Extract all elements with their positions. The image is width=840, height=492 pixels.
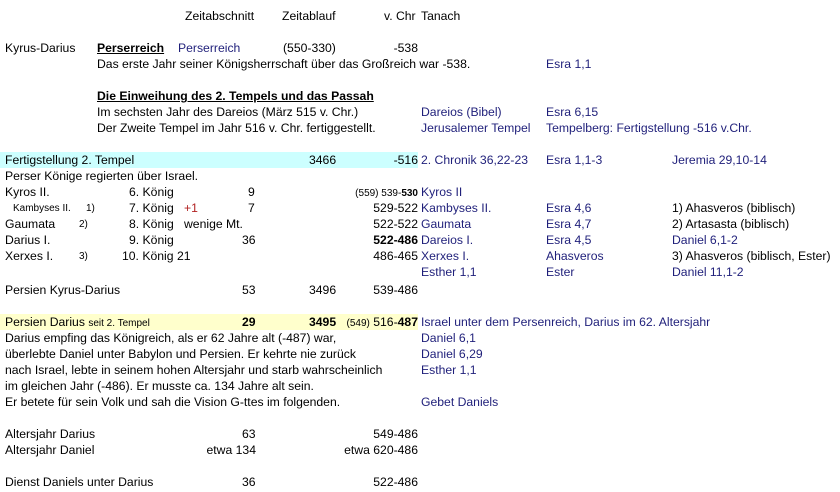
persien-darius-label-main: Persien Darius — [5, 315, 85, 329]
king-name: Kyros II. — [5, 185, 50, 199]
esra-1-1-link[interactable]: Esra 1,1 — [546, 57, 592, 71]
kambyses-link[interactable]: Kambyses II. — [421, 201, 492, 215]
xerxes-link[interactable]: Xerxes I. — [421, 249, 470, 263]
daniel-ref-link[interactable]: Daniel 6,1 — [421, 331, 476, 345]
einweihung-title: Die Einweihung des 2. Tempels und das Passah — [97, 89, 374, 103]
tempelberg-link[interactable]: Tempelberg: Fertigstellung -516 v.Chr. — [546, 121, 752, 135]
esra-1-1-3-link[interactable]: Esra 1,1-3 — [546, 153, 603, 167]
esra-6-15-link[interactable]: Esra 6,15 — [546, 105, 599, 119]
king-range: 522-486 — [373, 233, 418, 247]
king-years: 7 — [248, 201, 255, 215]
king-note: 2) Artasasta (biblisch) — [672, 217, 790, 231]
perserreich-year: -538 — [393, 41, 418, 55]
einweihung-line2: Der Zweite Tempel im Jahr 516 v. Chr. fertiggestellt. — [97, 121, 376, 135]
fertigstellung-year: -516 — [393, 153, 418, 167]
king-years: 9 — [248, 185, 255, 199]
daniel-11-link[interactable]: Daniel 11,1-2 — [672, 265, 744, 279]
dienst-label: Dienst Daniels unter Darius — [5, 475, 154, 489]
daniel-ref-link[interactable]: Daniel 6,29 — [421, 347, 483, 361]
king-name: Xerxes I. — [5, 249, 54, 263]
fertigstellung-label: Fertigstellung 2. Tempel — [5, 153, 135, 167]
king-order: 7. König — [129, 201, 174, 215]
king-order: 9. König — [129, 233, 174, 247]
king-order: 6. König — [129, 185, 174, 199]
alter-years-value: 134 — [235, 443, 256, 457]
persien-darius-label-small: seit 2. Tempel — [88, 318, 150, 329]
perser-intro: Perser Könige regierten über Israel. — [5, 169, 199, 183]
alter-pre: etwa — [206, 443, 233, 457]
header-tanach: Tanach — [421, 9, 461, 23]
king-years: 21 — [177, 249, 191, 263]
king-footnote: 1) — [86, 203, 95, 214]
king-range: 529-522 — [373, 201, 418, 215]
dareios-bibel-link[interactable]: Dareios (Bibel) — [421, 105, 502, 119]
daniel-ref-link[interactable]: Esther 1,1 — [421, 363, 477, 377]
perserreich-range: (550-330) — [283, 41, 336, 55]
esra-4-7-link[interactable]: Esra 4,7 — [546, 217, 592, 231]
king-note: 3) Ahasveros (biblisch, Ester) — [672, 249, 831, 263]
alter-range: 549-486 — [373, 427, 418, 441]
persien-darius-pre: (549) — [346, 318, 370, 329]
alter-years: 63 — [242, 427, 256, 441]
persien-darius-range-b: 487 — [397, 315, 418, 329]
king-footnote: 3) — [79, 251, 88, 262]
persien-kd-range: 539-486 — [373, 283, 418, 297]
king-name: Darius I. — [5, 233, 51, 247]
alter-range — [318, 442, 418, 458]
header-zeitabschnitt: Zeitabschnitt — [185, 9, 255, 23]
king-note: 1) Ahasveros (biblisch) — [672, 201, 796, 215]
esra-4-6-link[interactable]: Esra 4,6 — [546, 201, 592, 215]
persien-kd-num: 3496 — [309, 283, 337, 297]
kyrus-darius-label: Kyrus-Darius — [5, 41, 76, 55]
persien-darius-num: 3495 — [309, 315, 337, 329]
perserreich-title: Perserreich — [97, 41, 165, 55]
perserreich-link[interactable]: Perserreich — [178, 41, 241, 55]
alter-years — [190, 442, 256, 458]
king-name: Gaumata — [5, 217, 56, 231]
perserreich-note: Das erste Jahr seiner Königsherrschaft über das Großreich war -538. — [97, 57, 471, 71]
alter-label: Altersjahr Darius — [5, 427, 96, 441]
king-plus: +1 — [184, 201, 198, 215]
daniel-text-line: überlebte Daniel unter Babylon und Persien. Er kehrte nie zurück — [5, 347, 356, 361]
einweihung-line1: Im sechsten Jahr des Dareios (März 515 v. Chr.) — [97, 105, 359, 119]
kyros-link[interactable]: Kyros II — [421, 185, 463, 199]
daniel-text-line: Darius empfing das Königreich, als er 62 Jahre alt (-487) war, — [5, 331, 337, 345]
daniel-text-line: nach Israel, lebte in seinem hohen Altersjahr und starb wahrscheinlich — [5, 363, 383, 377]
alter-range-value: 620-486 — [373, 443, 418, 457]
king-range: 522-522 — [373, 217, 418, 231]
dienst-years: 36 — [242, 475, 256, 489]
daniel-6-1-2-link[interactable]: Daniel 6,1-2 — [672, 233, 738, 247]
daniel-text-line: Er betete für sein Volk und sah die Vision G-ttes im folgenden. — [5, 395, 341, 409]
persien-darius-note[interactable]: Israel unter dem Persenreich, Darius im 62. Altersjahr — [421, 315, 711, 329]
dienst-range: 522-486 — [373, 475, 418, 489]
esra-4-5-link[interactable]: Esra 4,5 — [546, 233, 592, 247]
gaumata-link[interactable]: Gaumata — [421, 217, 472, 231]
king-years: 36 — [242, 233, 256, 247]
king-footnote: 2) — [79, 219, 88, 230]
dareios-link[interactable]: Dareios I. — [421, 233, 474, 247]
king-range: 486-465 — [373, 249, 418, 263]
chronik-link[interactable]: 2. Chronik 36,22-23 — [421, 153, 529, 167]
jerusalemer-tempel-link[interactable]: Jerusalemer Tempel — [421, 121, 531, 135]
ahasveros-link[interactable]: Ahasveros — [546, 249, 604, 263]
king-order: 8. König — [129, 217, 174, 231]
persien-kd-label: Persien Kyrus-Darius — [5, 283, 121, 297]
king-order: 10. König — [122, 249, 174, 263]
fertigstellung-num: 3466 — [309, 153, 337, 167]
daniel-text-line: im gleichen Jahr (-486). Er musste ca. 134 Jahre alt sein. — [5, 379, 314, 393]
persien-darius-range-a: 516- — [373, 315, 398, 329]
alter-label: Altersjahr Daniel — [5, 443, 95, 457]
alter-pre2: etwa — [344, 443, 370, 457]
gebet-daniels-link[interactable]: Gebet Daniels — [421, 395, 499, 409]
header-vchr: v. Chr — [384, 9, 416, 23]
esther-link[interactable]: Esther 1,1 — [421, 265, 477, 279]
king-years: wenige Mt. — [184, 217, 243, 231]
jeremia-link[interactable]: Jeremia 29,10-14 — [672, 153, 767, 167]
header-zeitablauf: Zeitablauf — [282, 9, 336, 23]
king-name: Kambyses II. — [13, 203, 71, 214]
persien-darius-years: 29 — [242, 315, 256, 329]
persien-kd-years: 53 — [242, 283, 256, 297]
king-range-pre: (559) 539- — [355, 188, 402, 199]
king-range-bold: 530 — [401, 188, 418, 199]
ester-link[interactable]: Ester — [546, 265, 575, 279]
